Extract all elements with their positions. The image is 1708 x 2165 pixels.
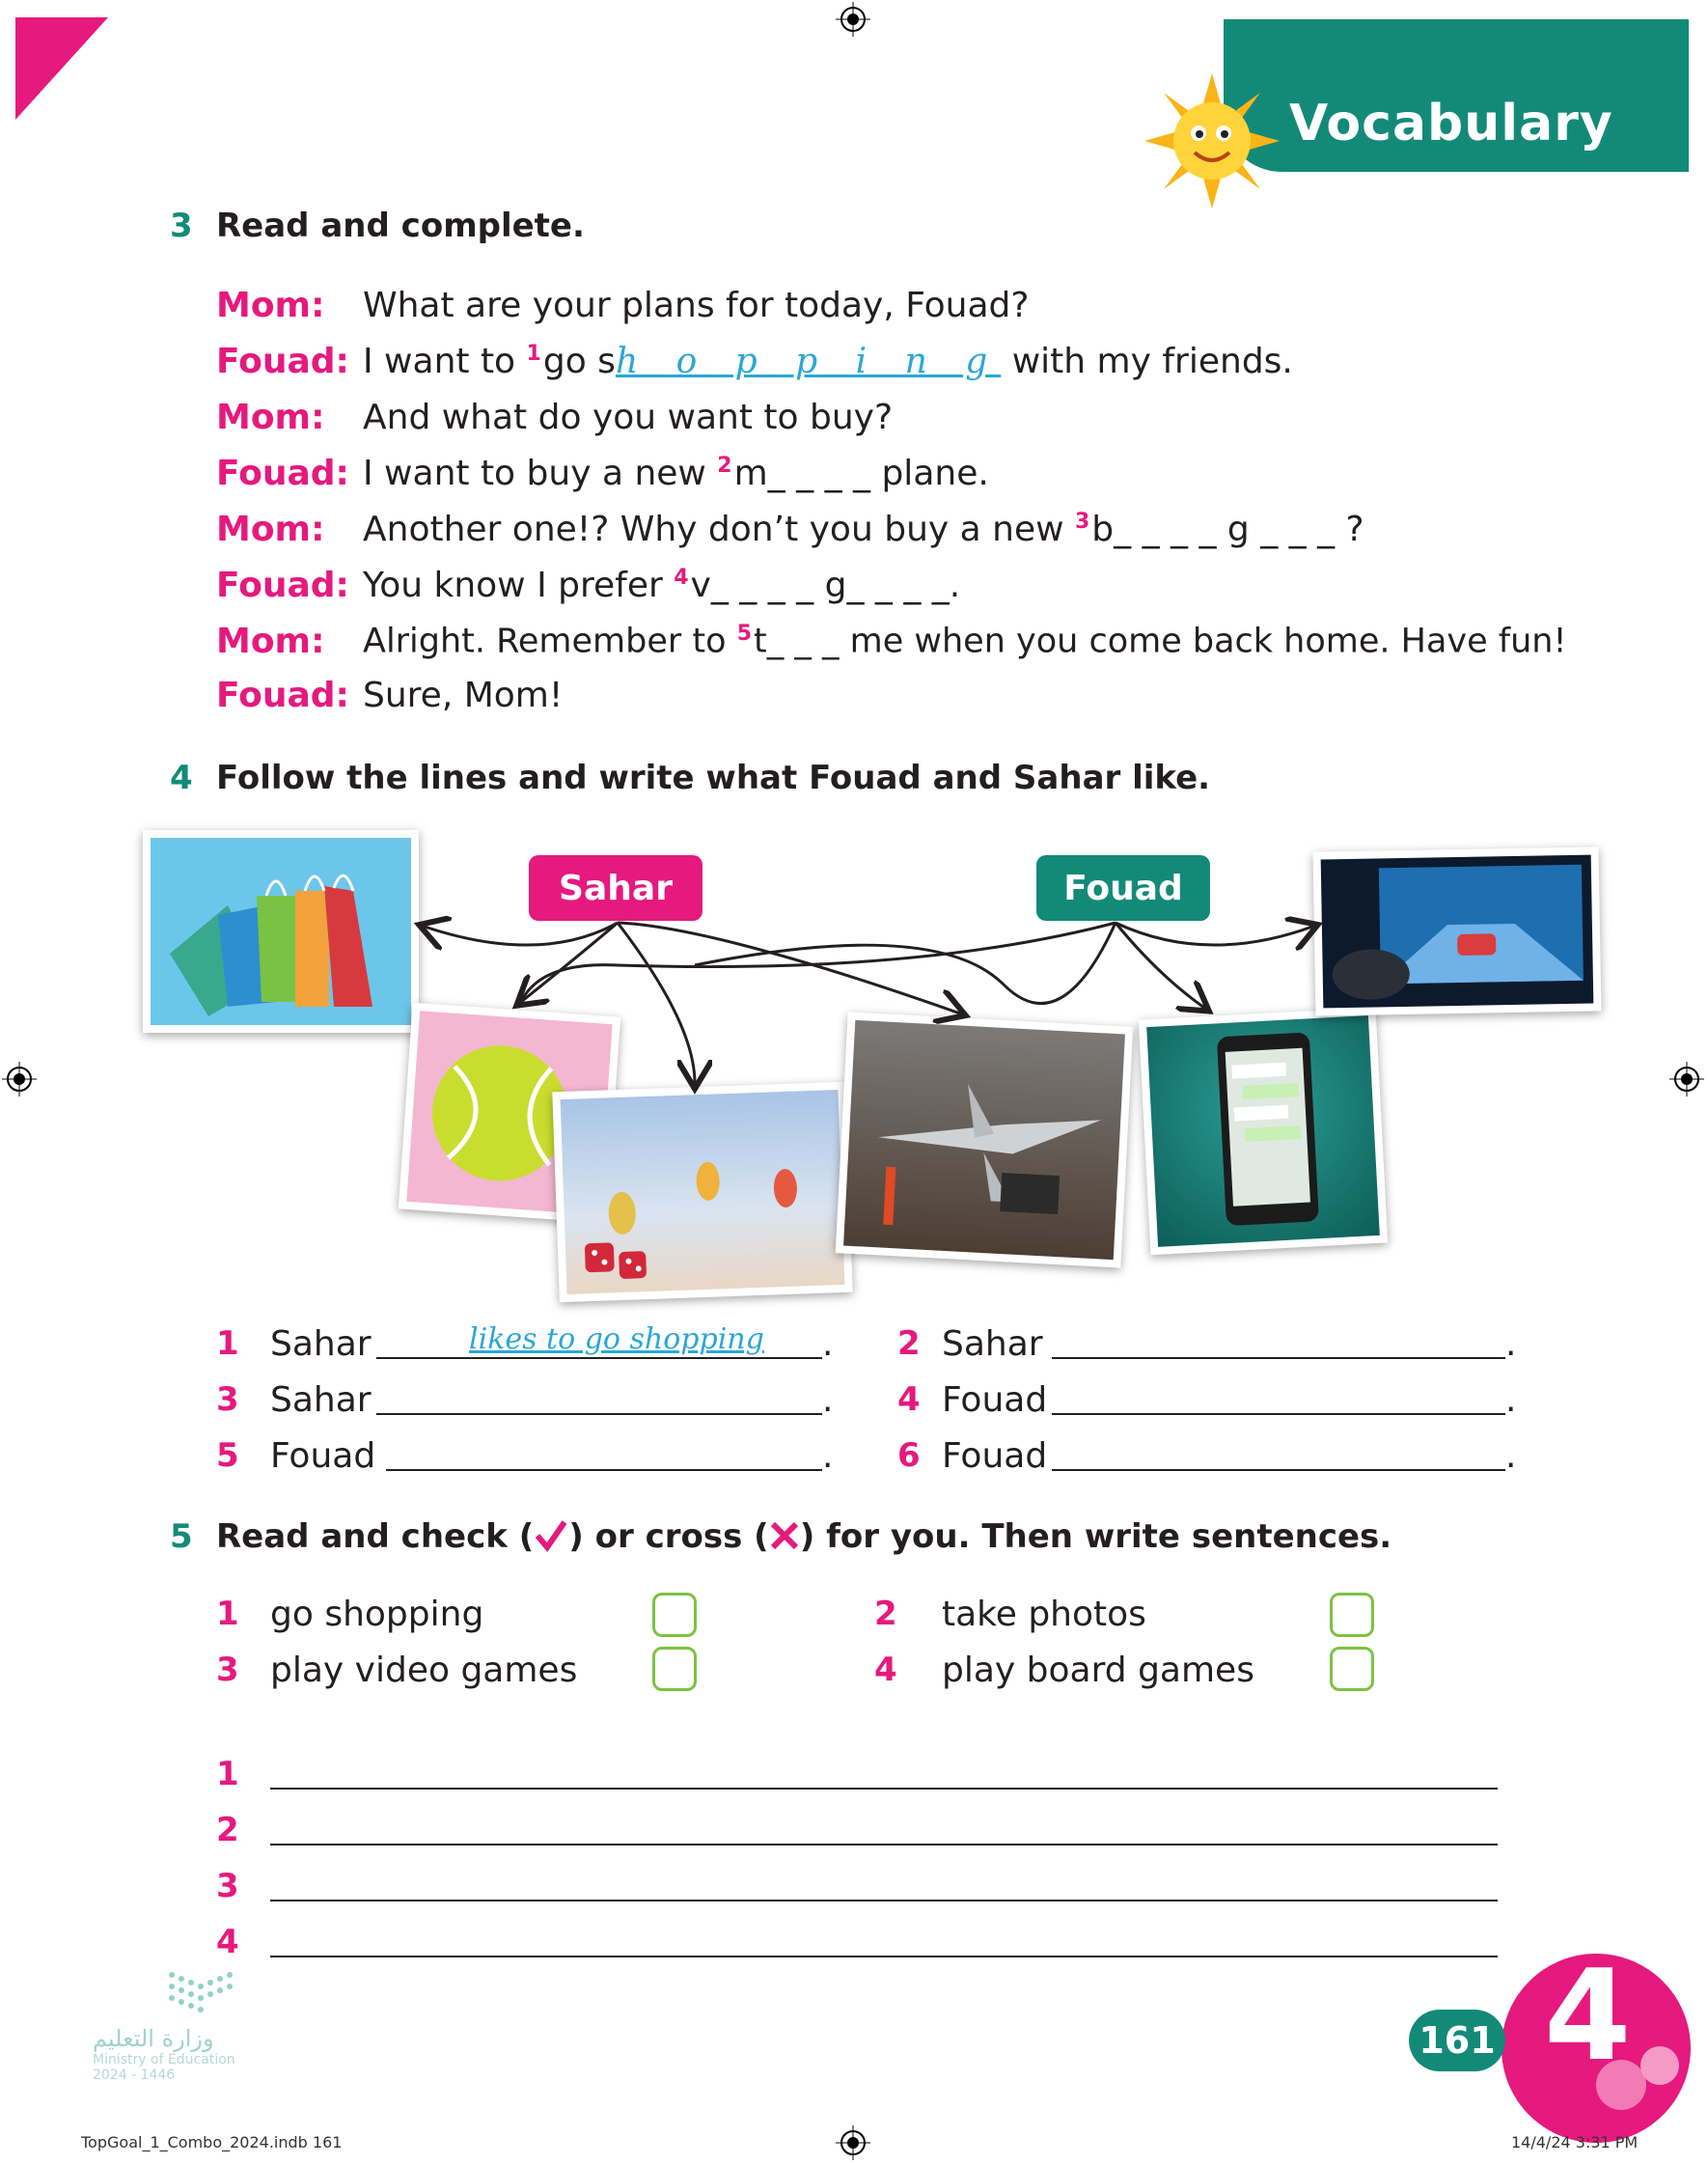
writing-line[interactable] xyxy=(270,1844,1498,1846)
exercise-instruction: Read and complete. xyxy=(216,207,585,245)
item-number: 4 xyxy=(874,1651,897,1689)
answer-line[interactable] xyxy=(376,1413,822,1415)
item-name: Fouad xyxy=(942,1380,1048,1420)
ministry-english: Ministry of Education xyxy=(93,2052,235,2068)
checkbox[interactable] xyxy=(652,1593,697,1637)
item-text: play board games xyxy=(942,1651,1254,1690)
footer-file-info: TopGoal_1_Combo_2024.indb 161 xyxy=(81,2133,343,2151)
gap-letters: s xyxy=(586,342,616,381)
item-text: play video games xyxy=(270,1651,578,1690)
writing-line[interactable] xyxy=(270,1956,1498,1957)
gap-blank[interactable]: b_ _ _ _ g _ _ _ xyxy=(1091,510,1336,549)
dialogue-line: What are your plans for today, Fouad? xyxy=(363,286,1030,325)
line-text: I want to buy a new xyxy=(363,454,718,493)
ministry-dots-icon xyxy=(93,1969,247,2017)
item-number: 4 xyxy=(897,1380,921,1419)
item-number: 1 xyxy=(216,1595,239,1633)
item-number: 3 xyxy=(216,1380,239,1419)
dialogue-speaker: Fouad: xyxy=(216,676,349,715)
line-text: plane. xyxy=(870,454,989,493)
instruction-text: ) or cross ( xyxy=(568,1517,769,1556)
instruction-text: Read and check ( xyxy=(216,1517,535,1556)
exercise-number: 4 xyxy=(170,759,193,797)
gap-letters: go xyxy=(542,342,587,381)
item-number: 5 xyxy=(216,1436,239,1475)
item-number: 3 xyxy=(216,1651,239,1689)
tag-sahar: Sahar xyxy=(529,855,702,921)
line-text: You know I prefer xyxy=(363,566,675,605)
gap-number: 2 xyxy=(717,454,732,478)
item-end: . xyxy=(822,1436,834,1476)
line-number: 2 xyxy=(216,1811,239,1849)
item-name: Fouad xyxy=(270,1436,376,1476)
dialogue-speaker: Fouad: xyxy=(216,342,349,381)
answer-line[interactable] xyxy=(1052,1357,1505,1359)
answer-line[interactable] xyxy=(386,1469,822,1471)
item-name: Sahar xyxy=(270,1380,372,1420)
line-text: . xyxy=(949,566,961,605)
dialogue-line: Sure, Mom! xyxy=(363,676,564,715)
item-end: . xyxy=(822,1380,834,1420)
item-end: . xyxy=(1505,1380,1517,1420)
line-text: Alright. Remember to xyxy=(363,622,737,661)
item-text: take photos xyxy=(942,1595,1146,1634)
unit-number: 4 xyxy=(1544,1942,1632,2089)
gap-number: 4 xyxy=(674,566,689,590)
gap-blank[interactable]: m_ _ _ _ xyxy=(733,454,871,493)
cross-mark-icon xyxy=(769,1520,800,1551)
gap-number: 5 xyxy=(736,622,752,646)
dialogue-speaker: Fouad: xyxy=(216,566,349,605)
writing-line[interactable] xyxy=(270,1900,1498,1901)
answer-line[interactable] xyxy=(376,1357,822,1359)
section-title: Vocabulary xyxy=(1289,95,1613,153)
writing-line[interactable] xyxy=(270,1788,1498,1790)
check-mark-icon xyxy=(534,1518,568,1553)
line-text: I want to xyxy=(363,342,527,381)
exercise-instruction: Follow the lines and write what Fouad and Sahar like. xyxy=(216,759,1211,797)
item-text: go shopping xyxy=(270,1595,484,1634)
item-name: Fouad xyxy=(942,1436,1048,1476)
item-end: . xyxy=(822,1324,834,1364)
ministry-year: 2024 - 1446 xyxy=(93,2068,176,2083)
line-number: 1 xyxy=(216,1755,239,1793)
tag-fouad: Fouad xyxy=(1036,855,1210,921)
item-name: Sahar xyxy=(942,1324,1043,1364)
dialogue-line: And what do you want to buy? xyxy=(363,398,894,437)
exercise-number: 5 xyxy=(170,1517,193,1556)
footer-date: 14/4/24 3:31 PM xyxy=(1511,2133,1639,2151)
checkbox[interactable] xyxy=(1330,1593,1374,1637)
line-text: Another one!? Why don’t you buy a new xyxy=(363,510,1075,549)
gap-number: 1 xyxy=(526,342,541,366)
checkbox[interactable] xyxy=(652,1647,697,1691)
handwritten-answer[interactable]: likes to go shopping xyxy=(469,1322,764,1356)
item-number: 6 xyxy=(897,1436,921,1475)
exercise-number: 3 xyxy=(170,207,193,245)
dialogue-speaker: Mom: xyxy=(216,398,325,437)
answer-line[interactable] xyxy=(1052,1413,1505,1415)
gap-blank[interactable]: v_ _ _ _ g_ _ _ _ xyxy=(690,566,950,605)
ministry-arabic: وزارة التعليم xyxy=(93,2025,214,2052)
ministry-logo xyxy=(93,1969,324,2083)
handwritten-answer[interactable]: h o p p i n g xyxy=(615,342,1002,381)
item-end: . xyxy=(1505,1324,1517,1364)
line-text: ? xyxy=(1335,510,1364,549)
page-number: 161 xyxy=(1409,2010,1505,2071)
answer-line[interactable] xyxy=(1052,1469,1505,1471)
line-number: 4 xyxy=(216,1923,239,1961)
checkbox[interactable] xyxy=(1330,1647,1374,1691)
item-number: 2 xyxy=(897,1324,921,1363)
line-number: 3 xyxy=(216,1867,239,1905)
item-number: 2 xyxy=(874,1595,897,1633)
item-name: Sahar xyxy=(270,1324,372,1364)
dialogue-speaker: Mom: xyxy=(216,286,325,325)
gap-blank[interactable]: t_ _ _ xyxy=(754,622,840,661)
dialogue-speaker: Mom: xyxy=(216,510,325,549)
exercise-instruction xyxy=(216,1517,1391,1556)
item-number: 1 xyxy=(216,1324,239,1363)
registration-mark-icon xyxy=(836,2125,870,2160)
gap-number: 3 xyxy=(1074,510,1090,534)
line-text: me when you come back home. Have fun! xyxy=(839,622,1567,661)
item-end: . xyxy=(1505,1436,1517,1476)
dialogue-speaker: Mom: xyxy=(216,622,325,661)
dialogue-speaker: Fouad: xyxy=(216,454,349,493)
line-text: with my friends. xyxy=(1001,342,1293,381)
instruction-text: ) for you. Then write sentences. xyxy=(799,1517,1392,1556)
